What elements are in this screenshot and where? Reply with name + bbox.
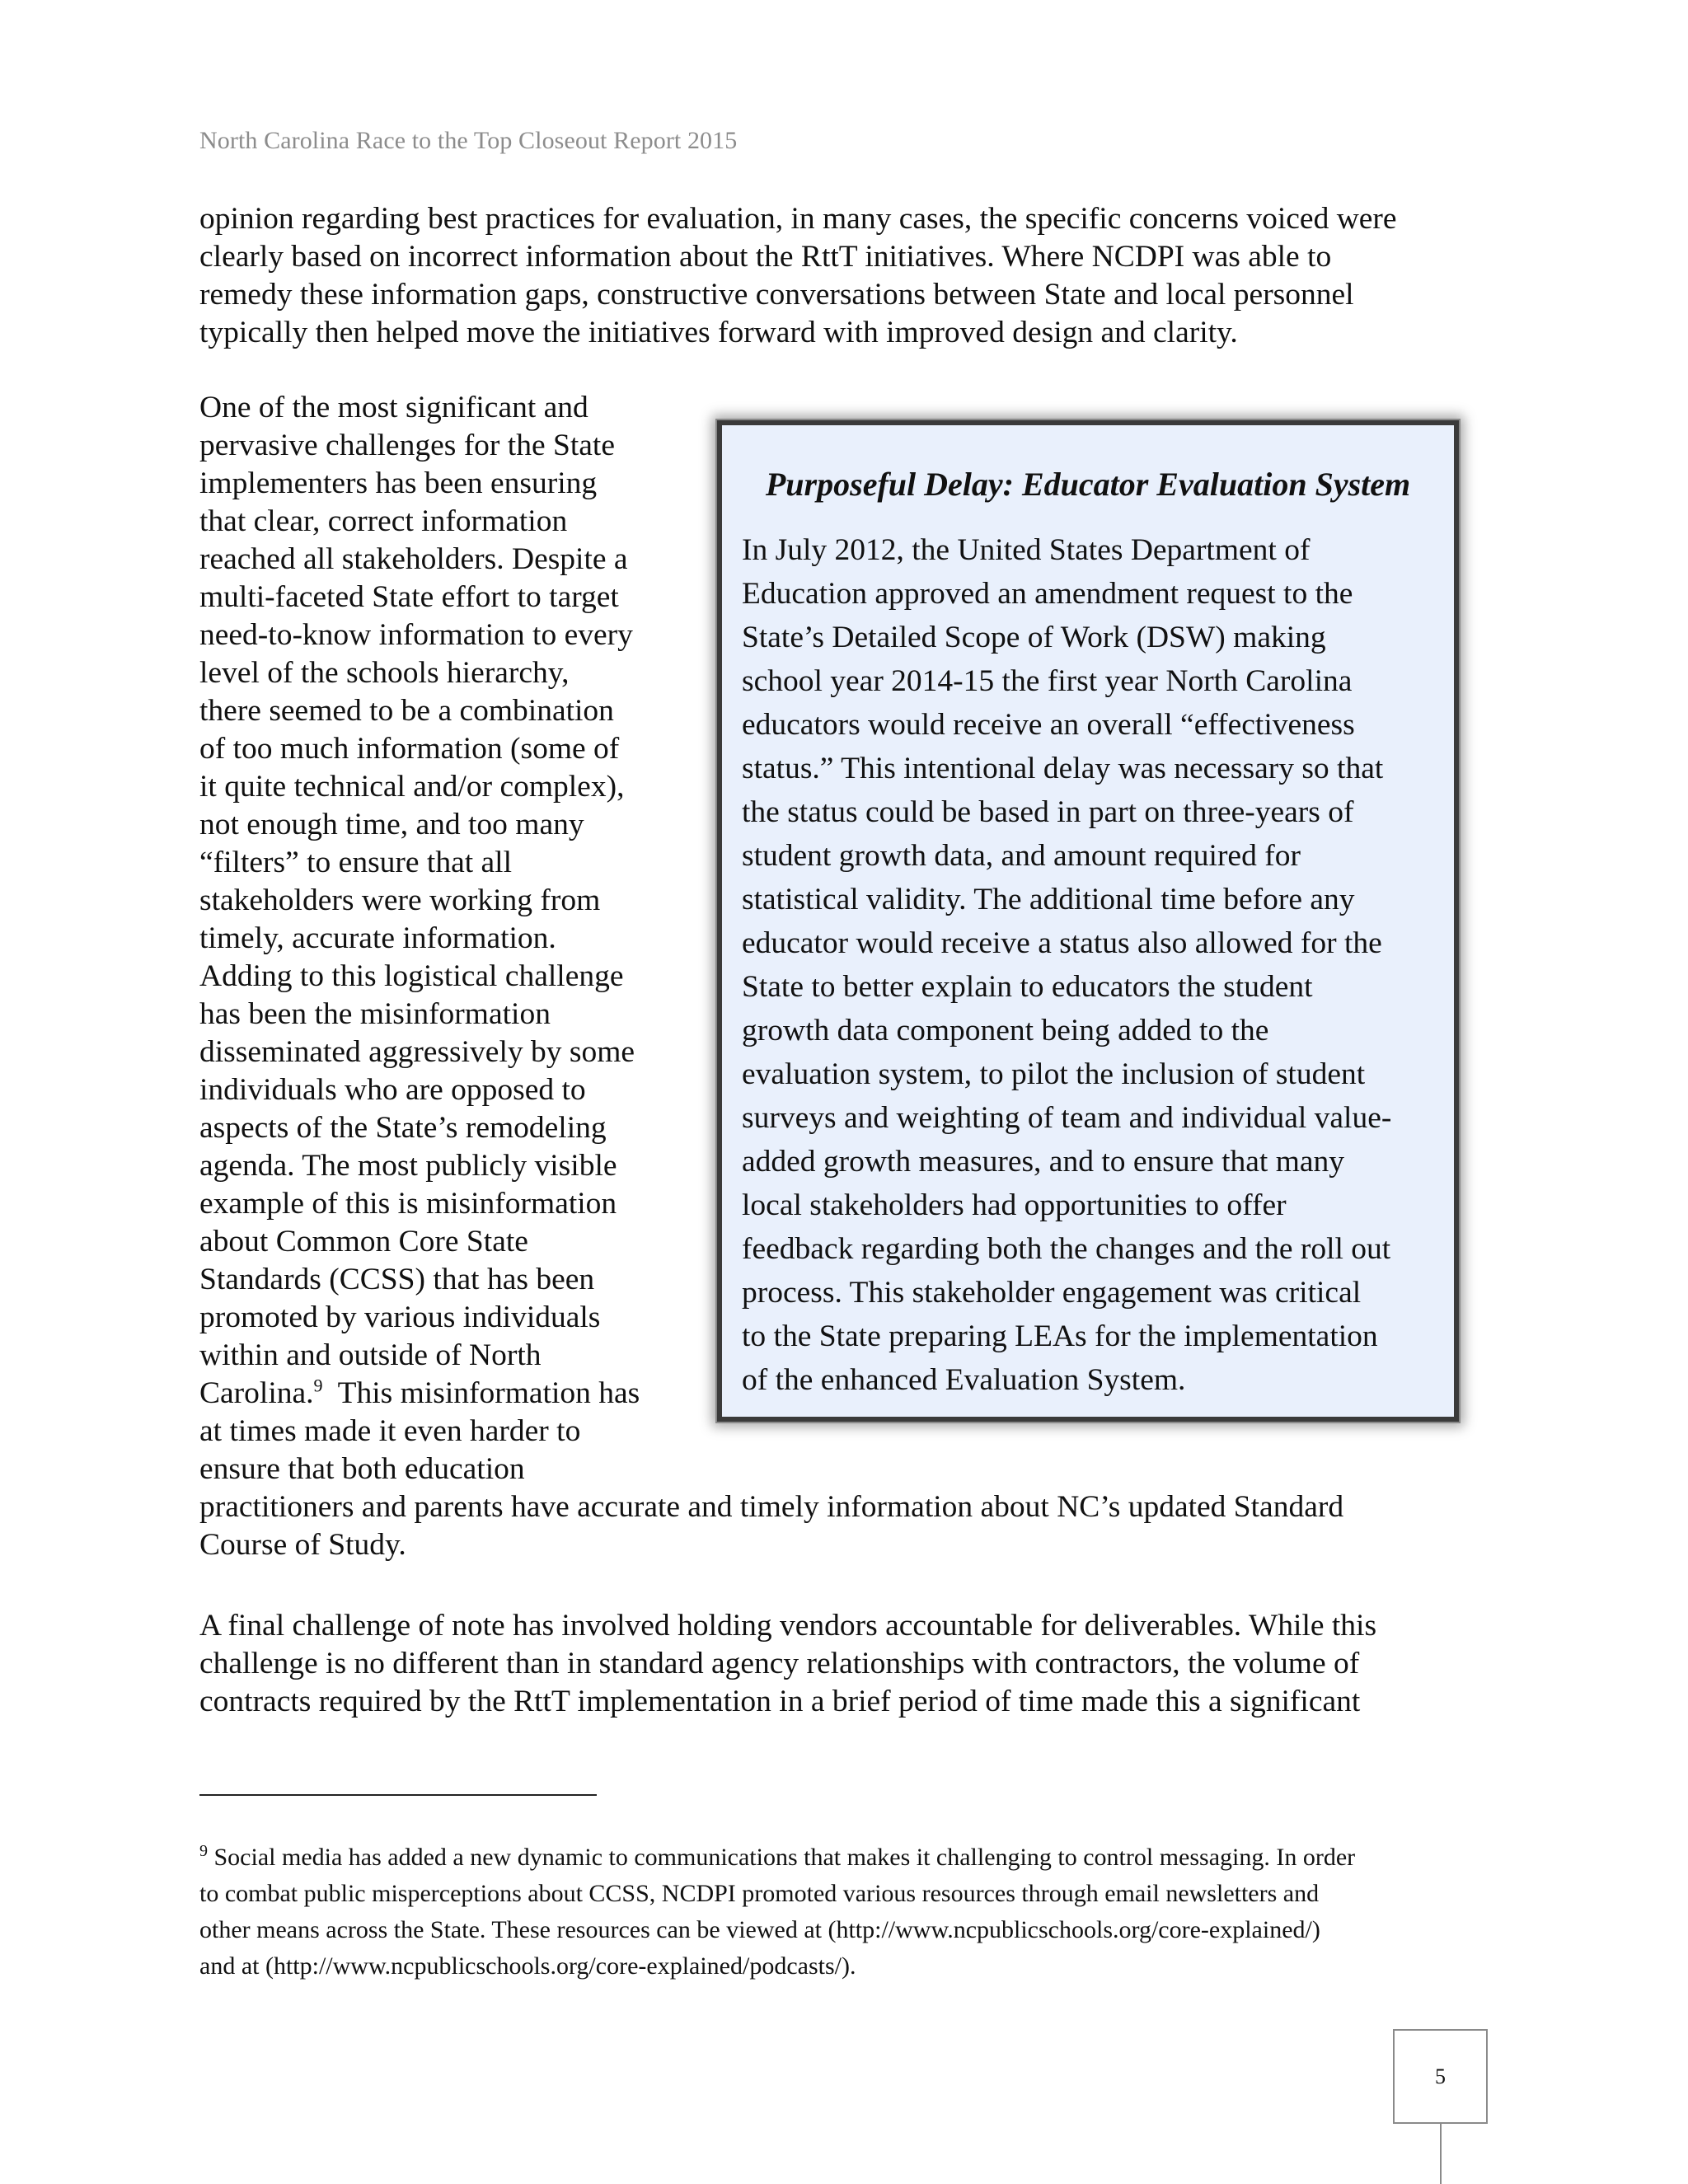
- running-header: North Carolina Race to the Top Closeout Report 2015: [199, 127, 738, 154]
- text-line: individuals who are opposed to: [199, 1073, 586, 1107]
- text-line: practitioners and parents have accurate and timely information about NC’s updated Standard: [199, 1490, 1344, 1524]
- text-line: disseminated aggressively by some: [199, 1035, 635, 1069]
- paragraph-evaluation-concerns: [199, 200, 1518, 352]
- text-line: local stakeholders had opportunities to offer: [742, 1188, 1287, 1222]
- text-line: State’s Detailed Scope of Work (DSW) making: [742, 621, 1326, 654]
- text-line: surveys and weighting of team and individual value-: [742, 1101, 1392, 1135]
- text-line: that clear, correct information: [199, 504, 568, 538]
- text-line: ensure that both education: [199, 1452, 525, 1486]
- text-line: A final challenge of note has involved holding vendors accountable for deliverables. While this: [199, 1609, 1377, 1643]
- footnote-separator: [199, 1794, 597, 1796]
- text-line: added growth measures, and to ensure that many: [742, 1145, 1345, 1179]
- text-line: of too much information (some of: [199, 732, 620, 766]
- text-line: has been the misinformation: [199, 997, 551, 1031]
- text-line: level of the schools hierarchy,: [199, 656, 570, 690]
- text-line: stakeholders were working from: [199, 883, 601, 917]
- text-line: implementers has been ensuring: [199, 466, 598, 500]
- text-line: about Common Core State: [199, 1225, 528, 1258]
- text-line: aspects of the State’s remodeling: [199, 1111, 607, 1145]
- text-line: timely, accurate information.: [199, 921, 556, 955]
- text-line: opinion regarding best practices for evaluation, in many cases, the specific concerns voiced were: [199, 202, 1397, 236]
- text-line: evaluation system, to pilot the inclusion of student: [742, 1057, 1366, 1091]
- text-line: Education approved an amendment request to the: [742, 577, 1353, 611]
- text-line: Standards (CCSS) that has been: [199, 1263, 595, 1296]
- text-line: of the enhanced Evaluation System.: [742, 1363, 1186, 1397]
- text-line: “filters” to ensure that all: [199, 846, 513, 879]
- footnote-number: 9: [199, 1842, 208, 1860]
- text-line: [199, 1840, 1518, 1876]
- text-line: Course of Study.: [199, 1528, 406, 1562]
- callout-title: Purposeful Delay: Educator Evaluation System: [765, 466, 1411, 503]
- text-line: status.” This intentional delay was necessary so that: [742, 752, 1384, 785]
- paragraph-vendor-accountability: [199, 1607, 1518, 1721]
- text-line: at times made it even harder to: [199, 1414, 581, 1448]
- text-line: other means across the State. These resources can be viewed at (http://www.ncpublicschools.org/core-explained/): [199, 1916, 1320, 1943]
- text-line: educators would receive an overall “effectiveness: [742, 708, 1355, 742]
- text-line: statistical validity. The additional time before any: [742, 883, 1355, 916]
- text-line: State to better explain to educators the student: [742, 970, 1313, 1004]
- text-line: Adding to this logistical challenge: [199, 959, 624, 993]
- text-line: student growth data, and amount required for: [742, 839, 1301, 873]
- text-line: contracts required by the RttT implementation in a brief period of time made this a significant: [199, 1685, 1361, 1718]
- page-number: 5: [1393, 2029, 1488, 2124]
- text-line: agenda. The most publicly visible: [199, 1149, 617, 1183]
- text-line: not enough time, and too many: [199, 808, 584, 841]
- text-line: pervasive challenges for the State: [199, 429, 615, 462]
- text-line: need-to-know information to every: [199, 618, 633, 652]
- text-line: typically then helped move the initiatives forward with improved design and clarity.: [199, 316, 1238, 349]
- text-line: challenge is no different than in standard agency relationships with contractors, the volume of: [199, 1647, 1360, 1680]
- text-line: educator would receive a status also allowed for the: [742, 926, 1382, 960]
- text-line: In July 2012, the United States Department of: [742, 533, 1311, 567]
- text-line: clearly based on incorrect information about the RttT initiatives. Where NCDPI was able to: [199, 240, 1332, 274]
- text-line: and at (http://www.ncpublicschools.org/core-explained/podcasts/).: [199, 1952, 856, 1980]
- footnote-9: [199, 1840, 1518, 1985]
- text-line: to the State preparing LEAs for the implementation: [742, 1319, 1378, 1353]
- text-fragment: Carolina.: [199, 1376, 314, 1410]
- text-line: remedy these information gaps, constructive conversations between State and local personnel: [199, 278, 1354, 312]
- callout-body: [742, 528, 1391, 1402]
- text-line: One of the most significant and: [199, 391, 588, 424]
- text-line: school year 2014-15 the first year North Carolina: [742, 664, 1353, 698]
- text-fragment: Social media has added a new dynamic to communications that makes it challenging to control messaging. In order: [208, 1844, 1356, 1871]
- text-line: reached all stakeholders. Despite a: [199, 542, 628, 576]
- footnote-reference[interactable]: 9: [313, 1375, 323, 1396]
- text-fragment: This misinformation has: [322, 1376, 640, 1410]
- text-line: there seemed to be a combination: [199, 694, 614, 728]
- text-line: promoted by various individuals: [199, 1301, 601, 1334]
- text-line: process. This stakeholder engagement was critical: [742, 1276, 1362, 1310]
- text-line: example of this is misinformation: [199, 1187, 617, 1221]
- text-line: growth data component being added to the: [742, 1014, 1269, 1047]
- text-line: feedback regarding both the changes and the roll out: [742, 1232, 1391, 1266]
- text-line: it quite technical and/or complex),: [199, 770, 625, 804]
- text-line: to combat public misperceptions about CCSS, NCDPI promoted various resources through email newsletters and: [199, 1880, 1320, 1907]
- callout-box-educator-evaluation: [717, 420, 1459, 1422]
- text-line: the status could be based in part on three-years of: [742, 795, 1354, 829]
- text-line: multi-faceted State effort to target: [199, 580, 619, 614]
- page-number-connector: [1440, 2124, 1442, 2184]
- text-line: within and outside of North: [199, 1338, 542, 1372]
